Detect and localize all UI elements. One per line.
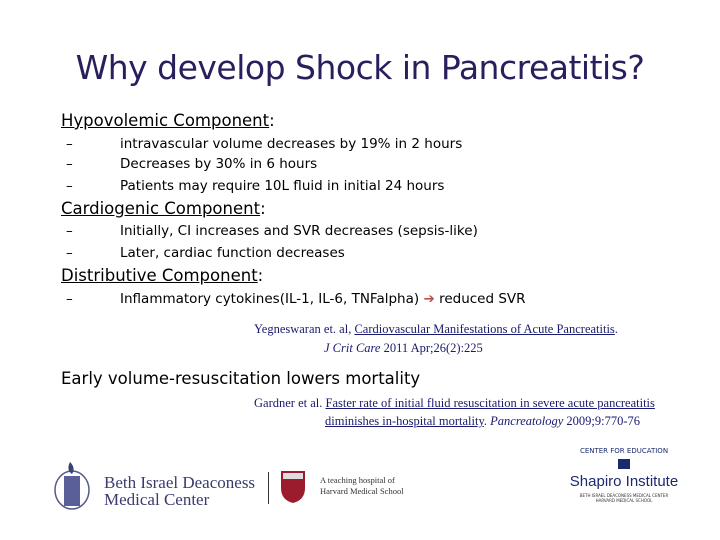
bullet: – intravascular volume decreases by 19% in 2 hours — [66, 136, 463, 152]
reference-2: Gardner et al. Faster rate of initial fluid resuscitation in severe acute pancreatitis — [254, 396, 655, 410]
heading-cardiogenic: Cardiogenic Component: — [61, 199, 266, 218]
shapiro-institute-logo: CENTER FOR EDUCATION Shapiro Institute BETH ISRAEL DEACONESS MEDICAL CENTER HARVARD MEDICAL SCHOOL — [569, 447, 679, 503]
building-icon — [618, 459, 630, 469]
reference-1: Yegneswaran et. al, Cardiovascular Manifestations of Acute Pancreatitis. — [254, 322, 618, 336]
ref2-title-link-cont[interactable]: diminishes in-hospital mortality — [325, 414, 484, 428]
bullet: – Initially, CI increases and SVR decreases (sepsis-like) — [66, 223, 478, 239]
slide-title: Why develop Shock in Pancreatitis? — [75, 48, 645, 87]
statement: Early volume-resuscitation lowers mortality — [61, 369, 421, 388]
reference-1-citation: J Crit Care 2011 Apr;26(2):225 — [324, 341, 483, 355]
ref2-title-link[interactable]: Faster rate of initial fluid resuscitation in severe acute pancreatitis — [325, 396, 655, 410]
reference-2-citation: diminishes in-hospital mortality. Pancreatology 2009;9:770-76 — [325, 414, 641, 428]
harvard-affiliation: A teaching hospital of Harvard Medical School — [320, 475, 404, 496]
harvard-shield-icon — [280, 470, 306, 504]
bullet: – Inflammatory cytokines(IL-1, IL-6, TNFalpha) ➔ reduced SVR — [66, 291, 526, 307]
bullet: – Decreases by 30% in 6 hours — [66, 156, 318, 172]
bidmc-name: Beth Israel Deaconess Medical Center — [104, 473, 256, 509]
heading-hypovolemic: Hypovolemic Component: — [61, 111, 275, 130]
bullet: – Later, cardiac function decreases — [66, 245, 345, 261]
arrow-right-icon: ➔ — [423, 291, 435, 307]
bullet: – Patients may require 10L fluid in initial 24 hours — [66, 178, 445, 194]
heading-distributive: Distributive Component: — [61, 266, 264, 285]
ref1-title-link[interactable]: Cardiovascular Manifestations of Acute Pancreatitis — [354, 322, 615, 336]
divider — [268, 472, 269, 504]
bidmc-logo-icon — [52, 460, 96, 512]
